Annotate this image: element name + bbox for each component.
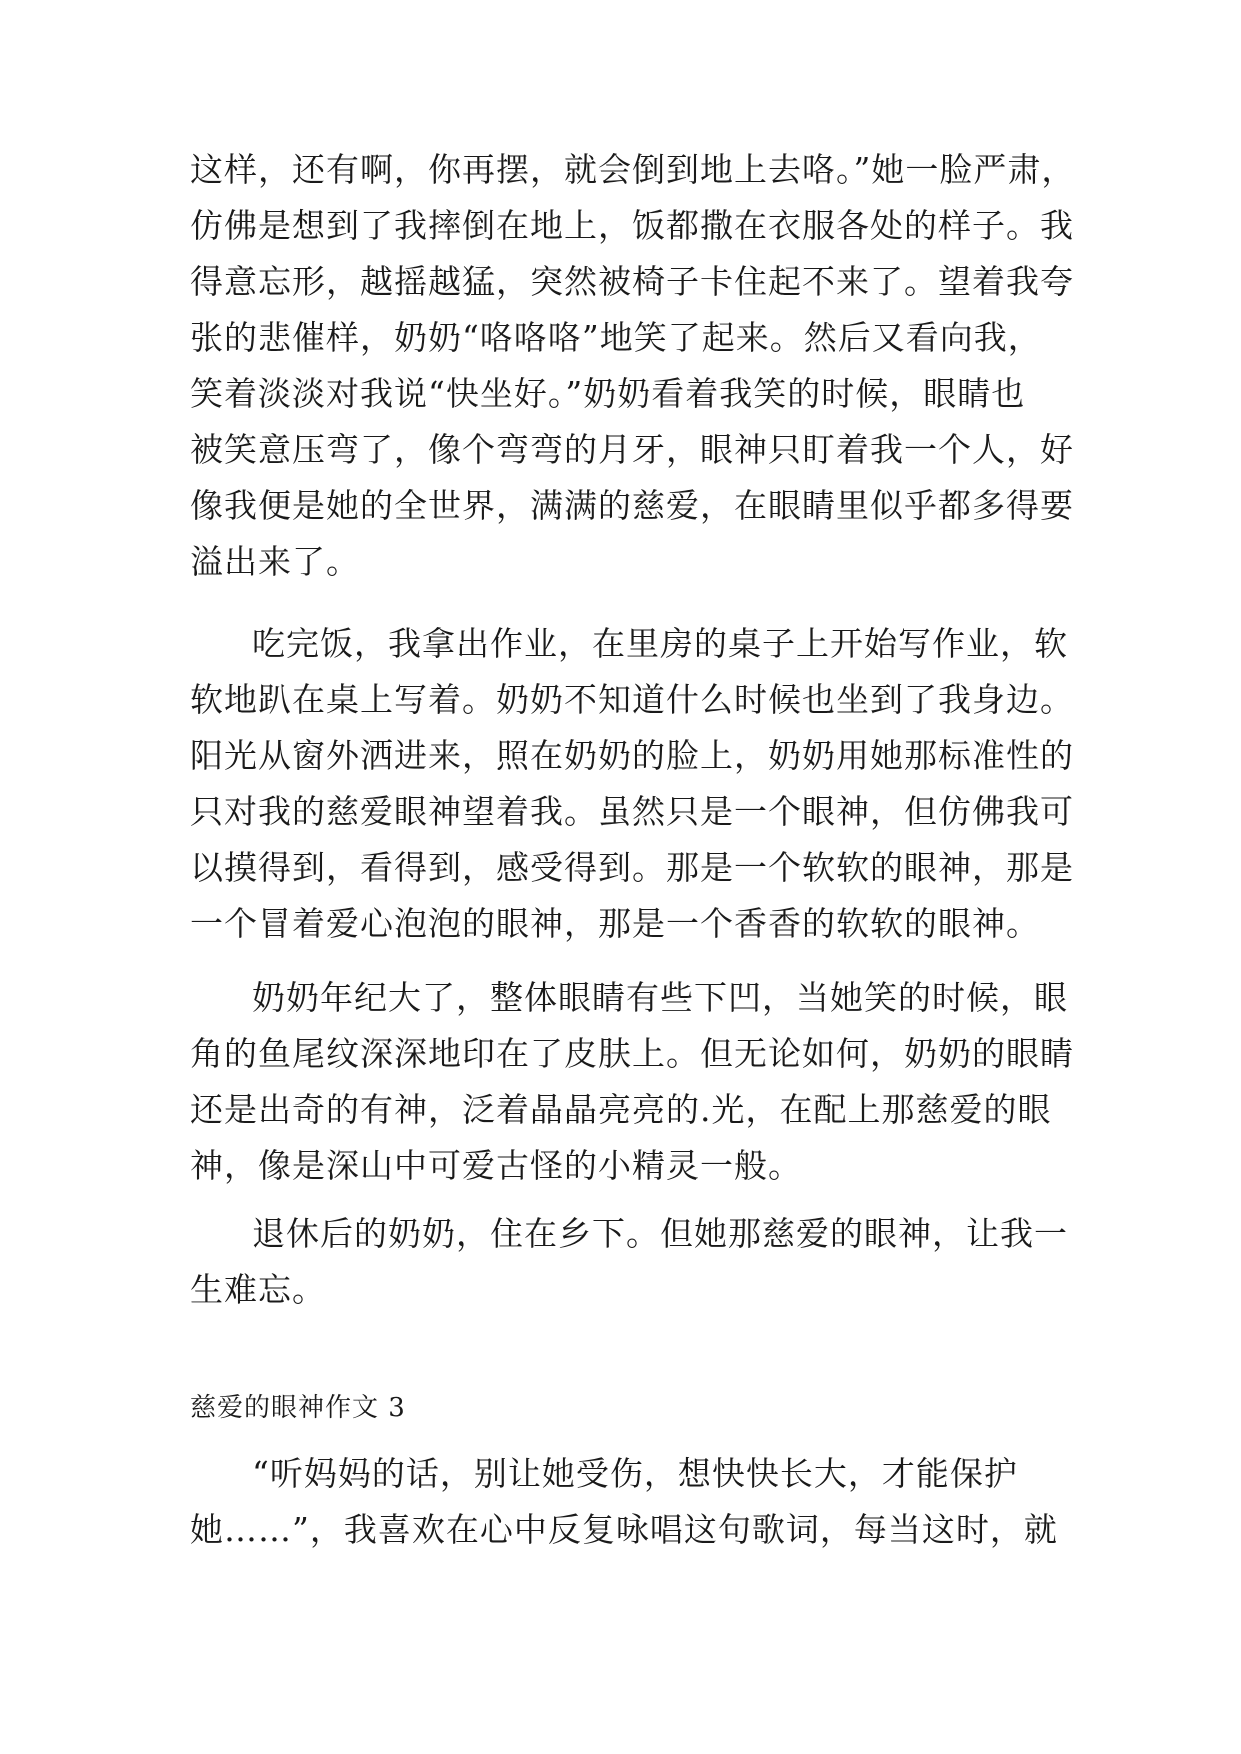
text-line: 角的鱼尾纹深深地印在了皮肤上。但无论如何，奶奶的眼睛 xyxy=(190,1034,1074,1073)
text-line: 被笑意压弯了，像个弯弯的月牙，眼神只盯着我一个人，好 xyxy=(190,430,1074,469)
text-line: 一个冒着爱心泡泡的眼神，那是一个香香的软软的眼神。 xyxy=(190,904,1040,943)
text-line: 软地趴在桌上写着。奶奶不知道什么时候也坐到了我身边。 xyxy=(190,680,1074,719)
text-line: 还是出奇的有神，泛着晶晶亮亮的.光，在配上那慈爱的眼 xyxy=(190,1090,1052,1129)
text-line: 退休后的奶奶，住在乡下。但她那慈爱的眼神，让我一 xyxy=(252,1214,1068,1253)
text-line: “听妈妈的话，别让她受伤，想快快长大，才能保护 xyxy=(252,1454,1018,1493)
text-line: 吃完饭，我拿出作业，在里房的桌子上开始写作业，软 xyxy=(252,624,1068,663)
text-line: 她……”，我喜欢在心中反复咏唱这句歌词，每当这时，就 xyxy=(190,1510,1058,1549)
text-line: 笑着淡淡对我说“快坐好。”奶奶看着我笑的时候，眼睛也 xyxy=(190,374,1026,413)
text-line: 像我便是她的全世界，满满的慈爱，在眼睛里似乎都多得要 xyxy=(190,486,1074,525)
text-line: 生难忘。 xyxy=(190,1270,326,1309)
section-heading: 慈爱的眼神作文 3 xyxy=(190,1393,406,1423)
text-line: 神，像是深山中可爱古怪的小精灵一般。 xyxy=(190,1146,802,1185)
text-line: 仿佛是想到了我摔倒在地上，饭都撒在衣服各处的样子。我 xyxy=(190,206,1074,245)
text-line: 以摸得到，看得到，感受得到。那是一个软软的眼神，那是 xyxy=(190,848,1074,887)
text-line: 只对我的慈爱眼神望着我。虽然只是一个眼神，但仿佛我可 xyxy=(190,792,1074,831)
text-line: 阳光从窗外洒进来，照在奶奶的脸上，奶奶用她那标准性的 xyxy=(190,736,1074,775)
text-line: 张的悲催样，奶奶“咯咯咯”地笑了起来。然后又看向我， xyxy=(190,318,1042,357)
text-line: 这样，还有啊，你再摆，就会倒到地上去咯。”她一脸严肃， xyxy=(190,150,1076,189)
text-line: 得意忘形，越摇越猛，突然被椅子卡住起不来了。望着我夸 xyxy=(190,262,1074,301)
text-line: 奶奶年纪大了，整体眼睛有些下凹，当她笑的时候，眼 xyxy=(252,978,1068,1017)
text-line: 溢出来了。 xyxy=(190,542,360,581)
